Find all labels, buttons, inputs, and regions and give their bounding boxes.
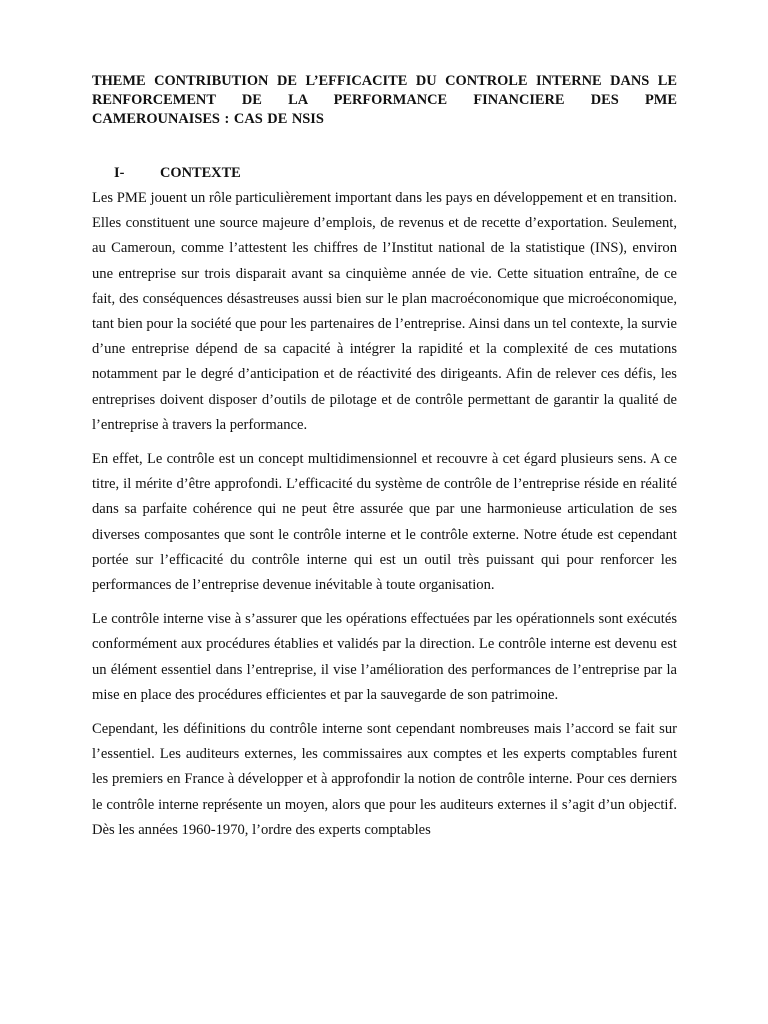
paragraph: Le contrôle interne vise à s’assurer que les opérations effectuées par les opérationnels sont exécutés conformément aux procédures établies et validés par la direction. Le contrôle interne est devenu est un élément essentiel dans l’entreprise, il vise l’amélioration des performances de l’entreprise par la mise en place des procédures efficientes et par la sauvegarde de son patrimoine. [92, 611, 677, 703]
section-number: I- [114, 165, 125, 181]
paragraph: En effet, Le contrôle est un concept multidimensionnel et recouvre à cet égard plusieurs sens. A ce titre, il mérite d’être approfondi. L’efficacité du système de contrôle de l’entreprise réside en réalité dans sa parfaite cohérence qui ne peut être assurée que par une harmonieuse articulation de ses diverses composantes que sont le contrôle interne et le contrôle externe. Notre étude est cependant portée sur l’efficacité du contrôle interne qui est un outil très puissant qui pour renforcer les performances de l’entreprise devenue inévitable à toute organisation. [92, 451, 677, 594]
paragraph: Cependant, les définitions du contrôle interne sont cependant nombreuses mais l’accord se fait sur l’essentiel. Les auditeurs externes, les commissaires aux comptes et les experts comptables furent les premiers en France à développer et à approfondir la notion de contrôle interne. Pour ces derniers le contrôle interne représente un moyen, alors que pour les auditeurs externes il s’agit d’un objectif. Dès les années 1960-1970, l’ordre des experts comptables [92, 721, 677, 838]
section-title: CONTEXTE [160, 165, 241, 181]
document-title: THEME CONTRIBUTION DE L’EFFICACITE DU CONTROLE INTERNE DANS LE RENFORCEMENT DE LA PERFORMANCE FINANCIERE DES PME CAMEROUNAISES : CAS DE NSIS [92, 73, 677, 127]
section-heading [114, 164, 677, 182]
document-page [92, 72, 677, 843]
paragraph: Les PME jouent un rôle particulièrement important dans les pays en développement et en transition. Elles constituent une source majeure d’emplois, de revenus et de recette d’exportation. Seulement, au Cameroun, comme l’attestent les chiffres de l’Institut national de la statistique (INS), environ une entreprise sur trois disparait avant sa cinquième année de vie. Cette situation entraîne, de ce fait, des conséquences désastreuses aussi bien sur le plan macroéconomique que microéconomique, tant bien pour la société que pour les partenaires de l’entreprise. Ainsi dans un tel contexte, la survie d’une entreprise dépend de sa capacité à intégrer la rapidité et la complexité de ces mutations notamment par le degré d’anticipation et de réactivité des dirigeants. Afin de relever ces défis, les entreprises doivent disposer d’outils de pilotage et de contrôle permettant de garantir la qualité de l’entreprise à travers la performance. [92, 190, 677, 433]
